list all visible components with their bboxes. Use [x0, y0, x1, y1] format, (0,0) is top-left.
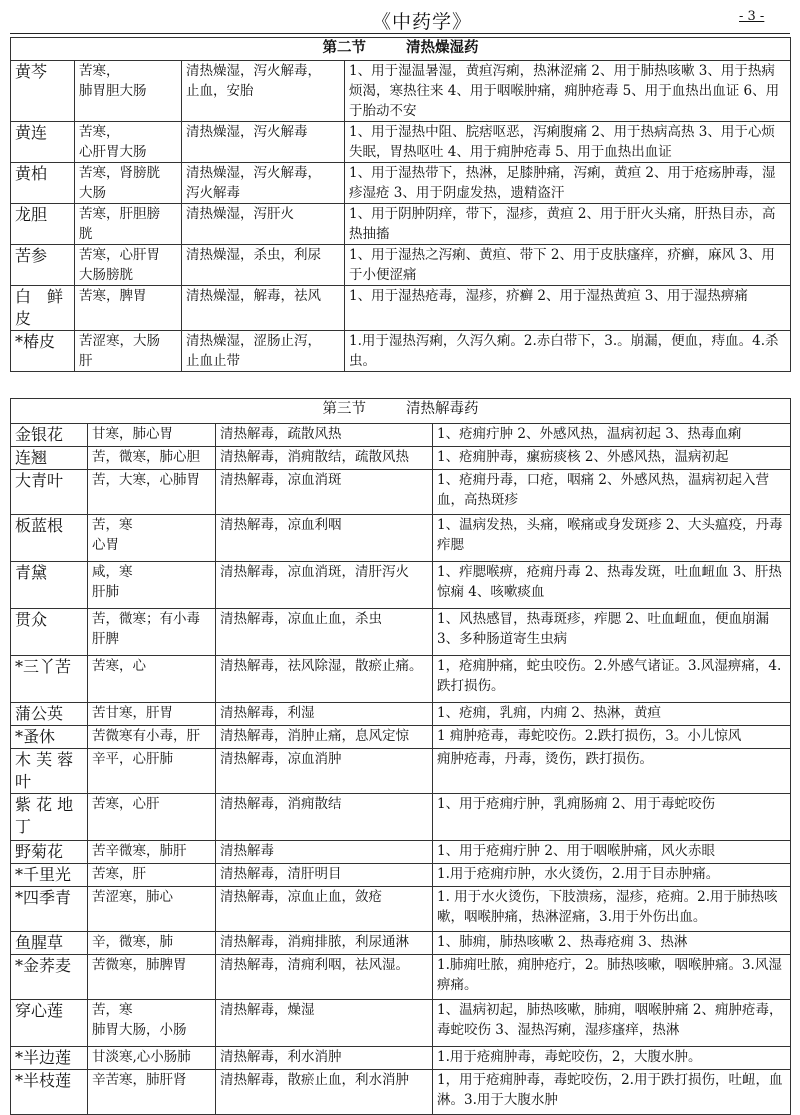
herb-row	[11, 245, 791, 286]
section-header-row	[11, 399, 791, 424]
herb-name: 贯众	[11, 609, 88, 656]
herb-name: 蒲公英	[11, 703, 88, 726]
herb-row	[11, 887, 791, 932]
herb-name: 黄芩	[11, 61, 75, 122]
indications: 1、疮痈肿毒，瘰疬痰核 2、外感风热，温病初起	[433, 447, 791, 470]
effect: 清热解毒，消痈散结	[216, 794, 433, 841]
effect: 清热解毒，凉血利咽	[216, 515, 433, 562]
herb-name: *蚤休	[11, 726, 88, 749]
herb-name: *半枝莲	[11, 1070, 88, 1115]
herb-name: 金银花	[11, 424, 88, 447]
indications: 1.用于疮痈肿毒，毒蛇咬伤，2，大腹水肿。	[433, 1047, 791, 1070]
herb-name: 木 芙 蓉 叶	[11, 749, 88, 794]
nature-channel: 苦微寒，肺脾胃	[88, 955, 216, 1000]
nature-channel: 苦寒，肝胆膀 胱	[75, 204, 182, 245]
nature-channel: 苦涩寒，肺心	[88, 887, 216, 932]
indications: 1、痄腮喉痹，疮痈丹毒 2、热毒发斑，吐血衄血 3、肝热惊痫 4、咳嗽痰血	[433, 562, 791, 609]
nature-channel: 苦寒，心	[88, 656, 216, 703]
indications: 1、疮痈，乳痈，内痈 2、热淋，黄疸	[433, 703, 791, 726]
herb-row	[11, 864, 791, 887]
section-name: 清热燥湿药	[406, 39, 479, 56]
nature-channel: 苦涩寒，大肠 肝	[75, 331, 182, 372]
effect: 清热解毒，散瘀止血，利水消肿	[216, 1070, 433, 1115]
indications: 1.用于湿热泻痢，久泻久痢。2.赤白带下，3.。崩漏，便血，痔血。4.杀虫。	[345, 331, 791, 372]
effect: 清热燥湿，泻火解毒， 止血，安胎	[182, 61, 345, 122]
indications: 1、用于阴肿阴痒，带下，湿疹，黄疸 2、用于肝火头痛，肝热目赤，高热抽搐	[345, 204, 791, 245]
herb-name: 野菊花	[11, 841, 88, 864]
nature-channel: 苦，微寒；有小毒 肝脾	[88, 609, 216, 656]
herb-row	[11, 794, 791, 841]
herb-name: 连翘	[11, 447, 88, 470]
section-header-row	[11, 38, 791, 61]
herb-name: 苦参	[11, 245, 75, 286]
effect: 清热解毒，凉血消斑	[216, 470, 433, 515]
effect: 清热燥湿，杀虫，利尿	[182, 245, 345, 286]
effect: 清热解毒，凉血消肿	[216, 749, 433, 794]
effect: 清热解毒，消肿止痛，息风定惊	[216, 726, 433, 749]
effect: 清热解毒，疏散风热	[216, 424, 433, 447]
effect: 清热解毒，燥湿	[216, 1000, 433, 1047]
indications: 1.肺痈吐脓，痈肿疮疔，2。肺热咳嗽，咽喉肿痛。3.风湿痹痛。	[433, 955, 791, 1000]
herb-row	[11, 703, 791, 726]
nature-channel: 苦辛微寒，肺肝	[88, 841, 216, 864]
effect: 清热解毒，清痈利咽，祛风湿。	[216, 955, 433, 1000]
nature-channel: 苦寒，脾胃	[75, 286, 182, 331]
herb-row	[11, 932, 791, 955]
indications: 1，疮痈肿痛，蛇虫咬伤。2.外感气诸证。3.风湿痹痛，4.跌打损伤。	[433, 656, 791, 703]
book-title: 《中药学》	[372, 11, 473, 33]
indications: 1，用于疮痈肿毒，毒蛇咬伤，2.用于跌打损伤，吐衄，血淋。3.用于大腹水肿	[433, 1070, 791, 1115]
indications: 1、用于疮痈疔肿，乳痈肠痈 2、用于毒蛇咬伤	[433, 794, 791, 841]
effect: 清热解毒，消痈散结，疏散风热	[216, 447, 433, 470]
herb-row	[11, 470, 791, 515]
herb-row	[11, 447, 791, 470]
herb-name: 板蓝根	[11, 515, 88, 562]
nature-channel: 苦，大寒，心肺胃	[88, 470, 216, 515]
effect: 清热解毒，祛风除湿，散瘀止痛。	[216, 656, 433, 703]
indications: 1、风热感冒，热毒斑疹，痄腮 2、吐血衄血，便血崩漏 3、多种肠道寄生虫病	[433, 609, 791, 656]
nature-channel: 苦甘寒，肝胃	[88, 703, 216, 726]
herb-name: 青黛	[11, 562, 88, 609]
herb-row	[11, 656, 791, 703]
indications: 1、用于湿热之泻痢、黄疸、带下 2、用于皮肤瘙痒，疥癣，麻风 3、用于小便涩痛	[345, 245, 791, 286]
nature-channel: 苦寒，心肝胃 大肠膀胱	[75, 245, 182, 286]
herb-name: *金荞麦	[11, 955, 88, 1000]
herb-name: *半边莲	[11, 1047, 88, 1070]
herb-row	[11, 841, 791, 864]
herb-name: 黄柏	[11, 163, 75, 204]
indications: 1、肺痈，肺热咳嗽 2、热毒疮痈 3、热淋	[433, 932, 791, 955]
herb-row	[11, 163, 791, 204]
nature-channel: 辛平，心肝肺	[88, 749, 216, 794]
indications: 1、用于湿温暑湿，黄疸泻痢，热淋涩痛 2、用于肺热咳嗽 3、用于热病烦渴，寒热往来 4、用于咽喉肿痛，痈肿疮毒 5、用于血热出血证 6、用于胎动不安	[345, 61, 791, 122]
herb-row	[11, 424, 791, 447]
effect: 清热燥湿，泻火解毒	[182, 122, 345, 163]
nature-channel: 苦寒，心肝	[88, 794, 216, 841]
effect: 清热解毒，清肝明目	[216, 864, 433, 887]
header-rule	[10, 33, 790, 34]
section-number: 第三节	[322, 401, 366, 417]
nature-channel: 苦，微寒，肺心胆	[88, 447, 216, 470]
herb-row	[11, 286, 791, 331]
indications: 痈肿疮毒，丹毒，烫伤，跌打损伤。	[433, 749, 791, 794]
herb-name: 鱼腥草	[11, 932, 88, 955]
effect: 清热解毒，凉血消斑，清肝泻火	[216, 562, 433, 609]
page-header	[0, 0, 800, 34]
page-number: - 3 -	[739, 9, 765, 24]
section-2-table	[10, 37, 791, 372]
effect: 清热燥湿，泻肝火	[182, 204, 345, 245]
indications: 1、疮痈丹毒，口疮，咽痛 2、外感风热，温病初起入营血，高热斑疹	[433, 470, 791, 515]
herb-name: *椿皮	[11, 331, 75, 372]
indications: 1、疮痈疔肿 2、外感风热，温病初起 3、热毒血痢	[433, 424, 791, 447]
herb-name: 大青叶	[11, 470, 88, 515]
herb-name: 黄连	[11, 122, 75, 163]
nature-channel: 苦寒，肝	[88, 864, 216, 887]
nature-channel: 辛，微寒，肺	[88, 932, 216, 955]
herb-row	[11, 609, 791, 656]
nature-channel: 甘淡寒,心小肠肺	[88, 1047, 216, 1070]
indications: 1、温病发热，头痛，喉痛或身发斑疹 2、大头瘟疫，丹毒痄腮	[433, 515, 791, 562]
indications: 1、用于湿热疮毒，湿疹，疥癣 2、用于湿热黄疸 3、用于湿热痹痛	[345, 286, 791, 331]
nature-channel: 苦寒， 心肝胃大肠	[75, 122, 182, 163]
section-title	[11, 399, 791, 424]
herb-name: 紫 花 地 丁	[11, 794, 88, 841]
herb-row	[11, 1047, 791, 1070]
herb-name: 穿心莲	[11, 1000, 88, 1047]
nature-channel: 苦，寒 心胃	[88, 515, 216, 562]
herb-row	[11, 204, 791, 245]
indications: 1、用于湿热中阻、脘痞呕恶，泻痢腹痛 2、用于热病高热 3、用于心烦失眠，胃热呕吐 4、用于痈肿疮毒 5、用于血热出血证	[345, 122, 791, 163]
indications: 1、温病初起，肺热咳嗽，肺痈，咽喉肿痛 2、痈肿疮毒，毒蛇咬伤 3、湿热泻痢，湿疹瘙痒，热淋	[433, 1000, 791, 1047]
herb-row	[11, 562, 791, 609]
herb-row	[11, 515, 791, 562]
nature-channel: 甘寒，肺心胃	[88, 424, 216, 447]
nature-channel: 苦，寒 肺胃大肠，小肠	[88, 1000, 216, 1047]
section-title	[11, 38, 791, 61]
section-name: 清热解毒药	[406, 401, 479, 417]
section-3-table	[10, 398, 791, 1115]
effect: 清热燥湿，泻火解毒， 泻火解毒	[182, 163, 345, 204]
herb-row	[11, 1000, 791, 1047]
effect: 清热解毒，消痈排脓，利尿通淋	[216, 932, 433, 955]
effect: 清热解毒	[216, 841, 433, 864]
herb-name: *四季青	[11, 887, 88, 932]
effect: 清热燥湿，涩肠止泻， 止血止带	[182, 331, 345, 372]
herb-row	[11, 726, 791, 749]
effect: 清热解毒，凉血止血，杀虫	[216, 609, 433, 656]
herb-row	[11, 1070, 791, 1115]
indications: 1、用于疮痈疔肿 2、用于咽喉肿痛，风火赤眼	[433, 841, 791, 864]
herb-row	[11, 61, 791, 122]
herb-row	[11, 122, 791, 163]
indications: 1. 用于水火烫伤，下肢溃疡，湿疹，疮痈。2.用于肺热咳嗽，咽喉肿痛，热淋涩痛，3.用于外伤出血。	[433, 887, 791, 932]
herb-name: 龙胆	[11, 204, 75, 245]
effect: 清热解毒，利水消肿	[216, 1047, 433, 1070]
herb-name: 白 鲜 皮	[11, 286, 75, 331]
effect: 清热解毒，利湿	[216, 703, 433, 726]
herb-name: *三丫苦	[11, 656, 88, 703]
indications: 1 痈肿疮毒，毒蛇咬伤。2.跌打损伤，3。小儿惊风	[433, 726, 791, 749]
effect: 清热解毒，凉血止血，敛疮	[216, 887, 433, 932]
indications: 1、用于湿热带下，热淋，足膝肿痛，泻痢，黄疸 2、用于疮疡肿毒，湿疹湿疮 3、用于阴虚发热，遗精盗汗	[345, 163, 791, 204]
herb-row	[11, 331, 791, 372]
effect: 清热燥湿，解毒，祛风	[182, 286, 345, 331]
nature-channel: 辛苦寒，肺肝肾	[88, 1070, 216, 1115]
indications: 1.用于疮痈疖肿，水火烫伤，2.用于目赤肿痛。	[433, 864, 791, 887]
nature-channel: 咸，寒 肝肺	[88, 562, 216, 609]
herb-row	[11, 955, 791, 1000]
section-number: 第二节	[322, 39, 366, 56]
nature-channel: 苦寒， 肺胃胆大肠	[75, 61, 182, 122]
herb-row	[11, 749, 791, 794]
herb-name: *千里光	[11, 864, 88, 887]
nature-channel: 苦寒，肾膀胱 大肠	[75, 163, 182, 204]
nature-channel: 苦微寒有小毒，肝	[88, 726, 216, 749]
